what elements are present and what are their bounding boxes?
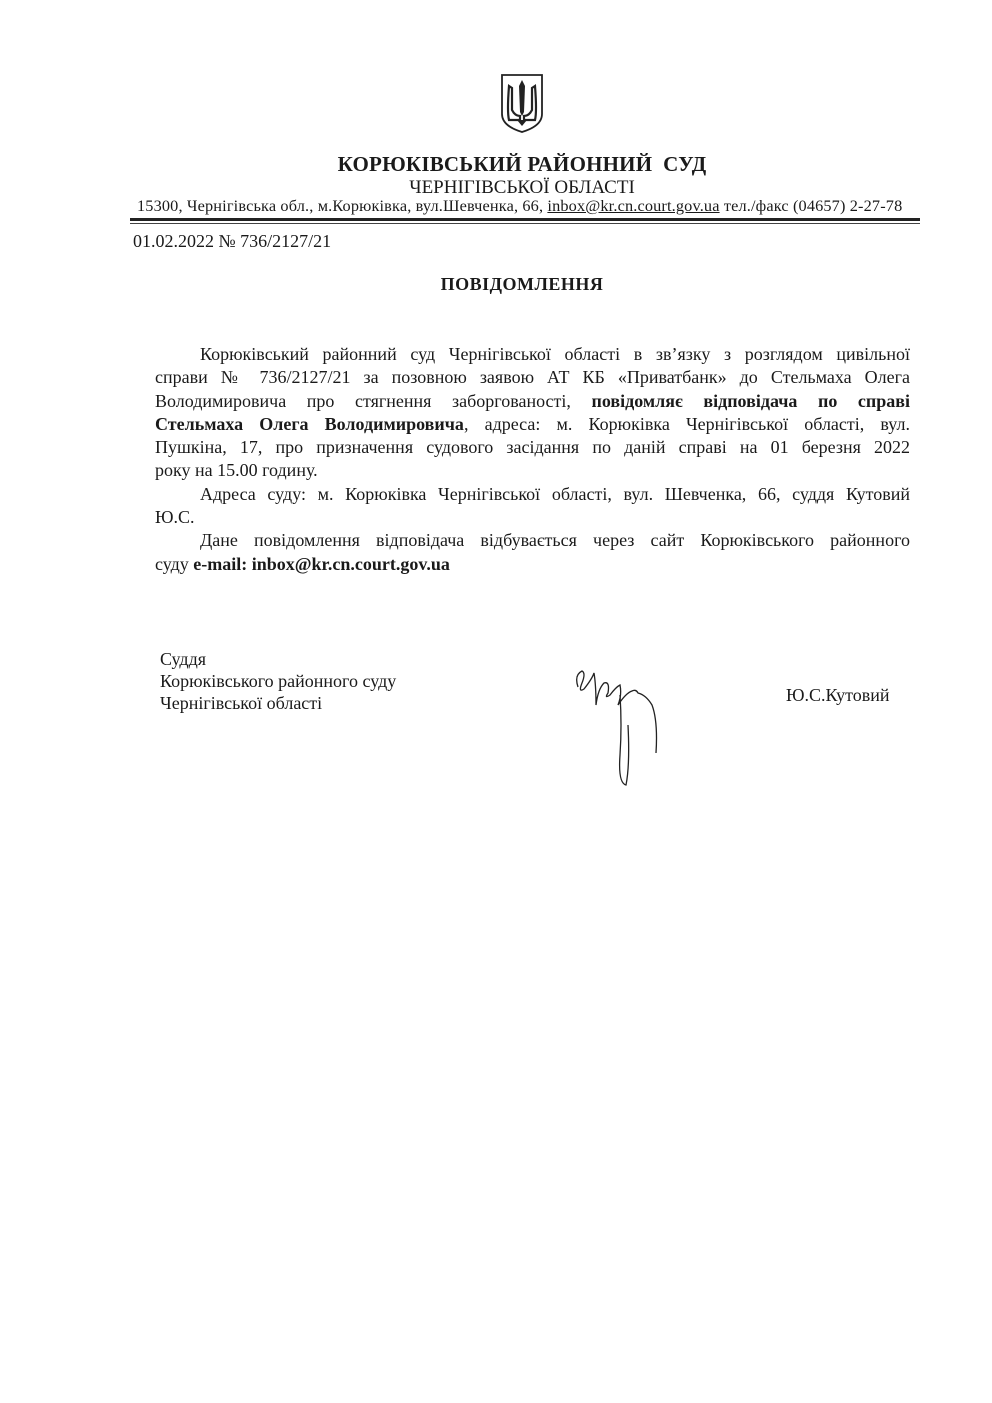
body-line: [155, 553, 910, 576]
judge-position: [160, 648, 396, 714]
body-line: Адреса суду: м. Корюківка Чернігівської області, вул. Шевченка, 66, суддя Кутовий: [200, 483, 910, 504]
position-line: Суддя: [160, 649, 207, 669]
body-line: Дане повідомлення відповідача відбувається через сайт Корюківського районного: [200, 530, 910, 551]
date-reference: 01.02.2022 № 736/2127/21: [133, 231, 332, 251]
body-line: [155, 390, 910, 413]
body-bold-text: повідомляє відповідача по справі: [591, 390, 910, 411]
header-rule-thin: [130, 223, 920, 224]
notice-body: [155, 343, 910, 576]
body-line: Корюківський районний суд Чернігівської області в зв’язку з розглядом цивільної: [200, 344, 910, 364]
header-rule: [130, 218, 920, 221]
position-line: Чернігівської області: [160, 693, 323, 713]
position-line: Корюківського районного суду: [160, 671, 397, 691]
body-text: Володимировича про стягнення заборгованості,: [155, 390, 592, 411]
body-line: справи № 736/2127/21 за позовною заявою АТ КБ «Приватбанк» до Стельмаха Олега: [155, 367, 910, 388]
coat-of-arms-trident-icon: [499, 72, 545, 134]
body-line: Пушкіна, 17, про призначення судового засідання по даній справі на 01 березня 2022: [155, 437, 910, 458]
defendant-name: Стельмаха Олега Володимировича: [155, 413, 464, 434]
body-line: Ю.С.: [155, 507, 195, 528]
court-name: КОРЮКІВСЬКИЙ РАЙОННИЙ СУД: [337, 152, 707, 176]
body-line: [155, 413, 910, 436]
address-text: 15300, Чернігівська обл., м.Корюківка, вул.Шевченка, 66,: [137, 196, 548, 215]
body-text: , адреса: м. Корюківка Чернігівської області, вул.: [463, 413, 910, 434]
court-email-link[interactable]: inbox@kr.cn.court.gov.ua: [547, 196, 720, 215]
judge-name: Ю.С.Кутовий: [786, 685, 890, 705]
court-address: [137, 196, 909, 216]
court-region: ЧЕРНІГІВСЬКОЇ ОБЛАСТІ: [409, 177, 635, 198]
body-line: року на 15.00 годину.: [155, 460, 318, 481]
court-email: e-mail: inbox@kr.cn.court.gov.ua: [193, 553, 450, 574]
handwritten-signature: [570, 665, 690, 790]
body-text: суду: [155, 553, 194, 574]
phone-fax: тел./факс (04657) 2-27-78: [719, 196, 903, 215]
document-title: ПОВІДОМЛЕННЯ: [440, 274, 604, 294]
